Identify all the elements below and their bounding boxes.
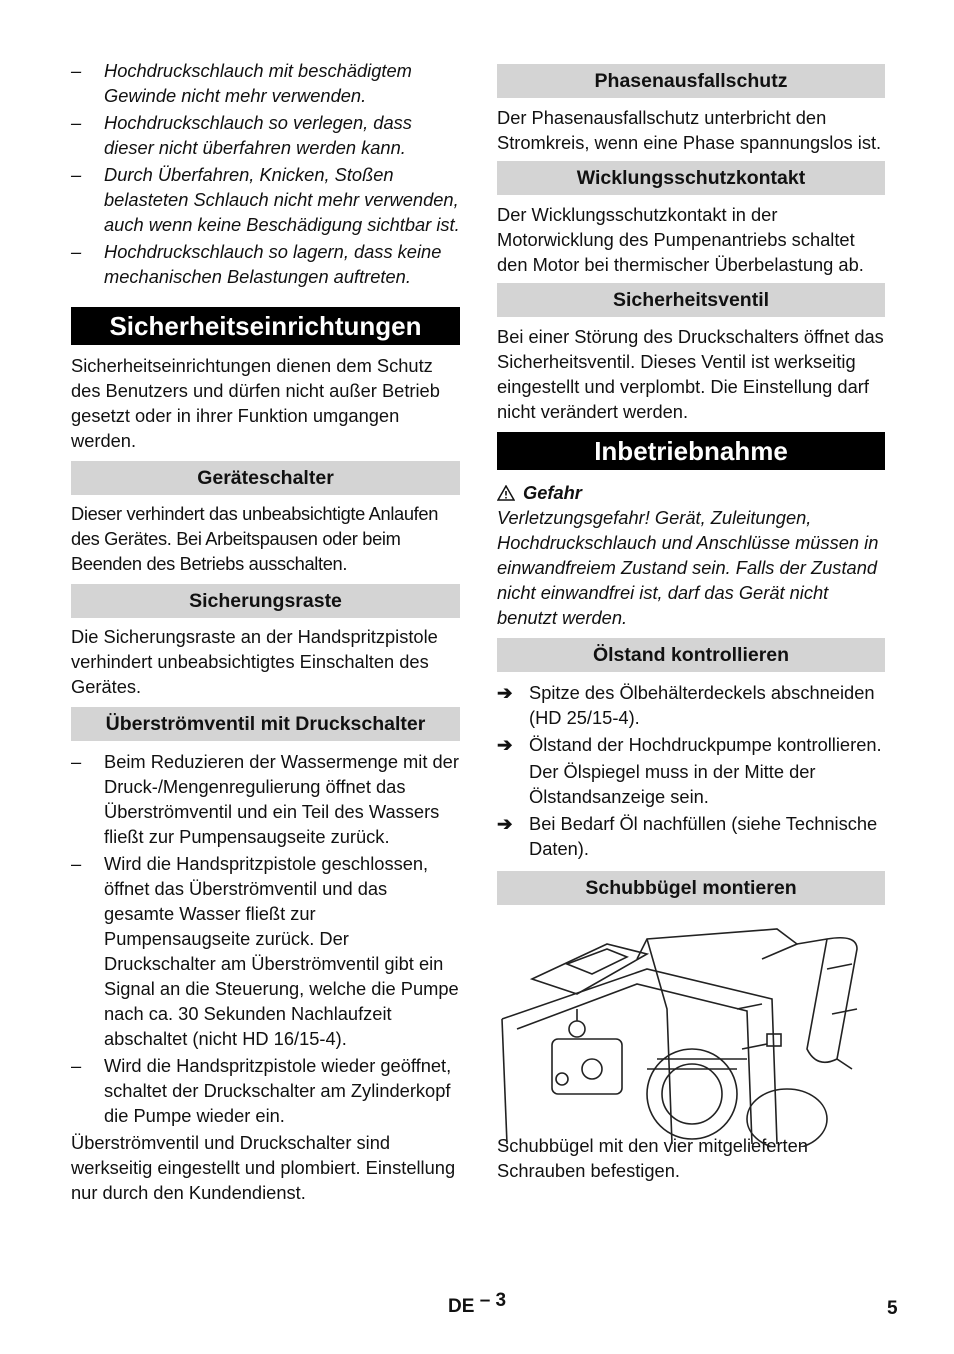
wicklung-text: Der Wicklungsschutzkontakt in der Motorwicklung des Pumpenantriebs schaltet den Motor bei thermischer Überbelastung ab. [497, 204, 864, 275]
subheading-sicherheitsventil: Sicherheitsventil [497, 283, 885, 317]
left-column [71, 58, 460, 1205]
warning-triangle-icon [497, 485, 515, 501]
page-number: 5 [887, 1298, 898, 1319]
subheading-ueberstroemventil: Überströmventil mit Druckschalter [71, 707, 460, 741]
subheading-wicklungsschutzkontakt: Wicklungsschutzkontakt [497, 161, 885, 195]
section-heading-sicherheitseinrichtungen: Sicherheitseinrichtungen [71, 307, 460, 345]
subheading-geraeteschalter: Geräteschalter [71, 461, 460, 495]
danger-label-text: Gefahr [523, 482, 582, 503]
ueberstroemventil-list [71, 749, 460, 1128]
geraeteschalter-text: Dieser verhindert das unbeabsichtigte Anlaufen des Gerätes. Bei Arbeitspausen oder beim Beenden des Betriebs ausschalten. [71, 503, 439, 574]
oelstand-steps [497, 680, 885, 861]
machine-drawing [497, 919, 885, 1147]
arrow-right-icon: ➔ [497, 734, 513, 755]
pressure-washer-illustration [497, 919, 885, 1147]
right-column [497, 64, 885, 1183]
danger-label [497, 480, 885, 505]
list-item: – Hochdruckschlauch so verlegen, dass dieser nicht überfahren werden kann. [71, 110, 460, 160]
list-item: – Hochdruckschlauch mit beschädigtem Gewinde nicht mehr verwenden. [71, 58, 460, 108]
subheading-sicherungsraste: Sicherungsraste [71, 584, 460, 618]
arrow-right-icon: ➔ [497, 813, 513, 834]
phasen-text: Der Phasenausfallschutz unterbricht den Stromkreis, wenn eine Phase spannungslos ist. [497, 107, 882, 153]
sicherungsraste-text: Die Sicherungsraste an der Handspritzpistole verhindert unbeabsichtigtes Einschalten des Gerätes. [71, 626, 438, 697]
step-text: Spitze des Ölbehälterdeckels abschneiden (HD 25/15-4). [529, 682, 875, 728]
footer-lang-page: – 3 [479, 1290, 507, 1311]
list-item: – Beim Reduzieren der Wassermenge mit der Druck-/Mengenregulierung öffnet das Überströmventil und ein Teil des Wassers fließt zur Pumpensaugseite zurück. [71, 749, 460, 849]
hose-safety-list [71, 58, 460, 289]
ueberstroemventil-text: Überströmventil und Druckschalter sind werkseitig eingestellt und plombiert. Einstellung nur durch den Kundendienst. [71, 1132, 456, 1203]
danger-text: Verletzungsgefahr! Gerät, Zuleitungen, Hochdruckschlauch und Anschlüsse müssen in einwandfreiem Zustand sein. Falls der Zustand nicht einwandfrei ist, darf das Gerät nicht benutzt werden. [497, 507, 879, 628]
footer-language [448, 1290, 507, 1318]
step-text: Bei Bedarf Öl nachfüllen (siehe Technische Daten). [529, 813, 878, 859]
step-item [497, 680, 885, 730]
section-heading-inbetriebnahme: Inbetriebnahme [497, 432, 885, 470]
list-item: – Wird die Handspritzpistole geschlossen, öffnet das Überströmventil und das gesamte Wasser fließt zur Pumpensaugseite zurück. Der Druckschalter am Überströmventil gibt ein Signal an die Steuerung, welche die Pumpe nach ca. 30 Sekunden Nachlaufzeit abschaltet (nicht HD 16/15-4). [71, 851, 460, 1051]
subheading-oelstand: Ölstand kontrollieren [497, 638, 885, 672]
subheading-phasenausfallschutz: Phasenausfallschutz [497, 64, 885, 98]
section-intro: Sicherheitseinrichtungen dienen dem Schutz des Benutzers und dürfen nicht außer Betrieb gesetzt oder in ihrer Funktion umgangen werden. [71, 355, 440, 451]
subheading-schubbuegel: Schubbügel montieren [497, 871, 885, 905]
step-text: Ölstand der Hochdruckpumpe kontrollieren. [529, 734, 882, 755]
list-item: – Wird die Handspritzpistole wieder geöffnet, schaltet der Druckschalter am Zylinderkopf die Pumpe wieder ein. [71, 1053, 460, 1128]
footer-lang-code: DE [448, 1296, 475, 1317]
schubbuegel-text: Schubbügel mit den vier mitgelieferten Schrauben befestigen. [497, 1135, 808, 1181]
sicherheitsventil-text: Bei einer Störung des Druckschalters öffnet das Sicherheitsventil. Dieses Ventil ist werkseitig eingestellt und verplombt. Die Einstellung darf nicht verändert werden. [497, 326, 884, 422]
step-item [497, 732, 885, 757]
arrow-right-icon: ➔ [497, 682, 513, 703]
list-item: – Hochdruckschlauch so lagern, dass keine mechanischen Belastungen auftreten. [71, 239, 460, 289]
list-item: – Durch Überfahren, Knicken, Stoßen belasteten Schlauch nicht mehr verwenden, auch wenn keine Beschädigung sichtbar ist. [71, 162, 460, 237]
step-item [497, 811, 885, 861]
step-note: Der Ölspiegel muss in der Mitte der Ölstandsanzeige sein. [529, 761, 816, 807]
